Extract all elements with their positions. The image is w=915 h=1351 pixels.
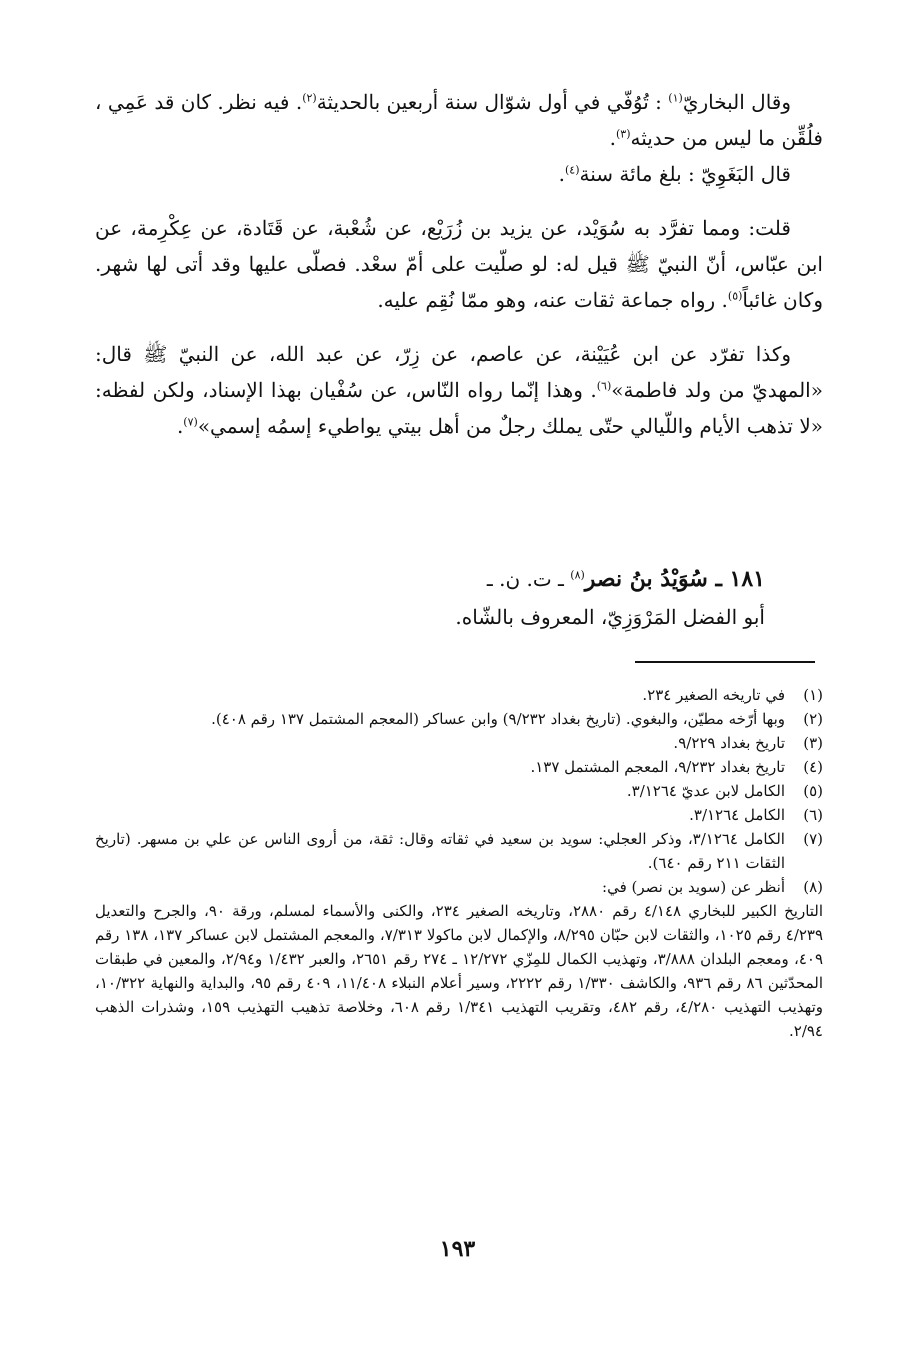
footnote-item	[95, 755, 823, 779]
text-span: قلت: ومما تفرَّد به سُوَيْد، عن يزيد بن زُرَيْع، عن شُعْبة، عن قَتَادة، عن عِكْرِمة، عن ابن عبّاس، أنّ النبيّ ﷺ قيل له: لو صلّيت على أمّ سعْد. فصلّى عليها وقد أتى لها شهر. وكان غائباً	[95, 216, 823, 312]
footnote-text: الكامل ٣/١٢٦٤، وذكر العجلي: سويد بن سعيد في ثقاته وقال: ثقة، من أروى الناس عن علي بن مسهر. (تاريخ الثقات ٢١١ رقم ٦٤٠).	[95, 830, 785, 872]
footnote-number: (٥)	[803, 782, 823, 800]
text-span: . رواه جماعة ثقات عنه، وهو ممّا نُقِم عليه.	[377, 288, 728, 312]
footnote-item	[95, 779, 823, 803]
paragraph-baghawi	[95, 156, 823, 192]
footnote-text: الكامل لابن عديّ ٣/١٢٦٤.	[626, 782, 785, 800]
text-span: .	[176, 414, 184, 438]
footnote-text: الكامل ٣/١٢٦٤.	[689, 806, 785, 824]
footnote-ref-3[interactable]: (٣)	[615, 127, 631, 141]
footnote-8-sources: التاريخ الكبير للبخاري ٤/١٤٨ رقم ٢٨٨٠، وتاريخه الصغير ٢٣٤، والكنى والأسماء لمسلم، ورقة ٩٠، والجرح والتعديل ٤/٢٣٩ رقم ١٠٢٥، والثقات لابن حبّان ٨/٢٩٥، والإكمال لابن ماكولا ٧/٣١٣، والمعجم المشتمل لابن عساكر ١٣٧، ١٣٨ رقم ٤٠٩، ومعجم البلدان ٣/٨٨٨، وتهذيب الكمال للمِزّي ١٢/٢٧٢ ـ ٢٧٤ رقم ٢٦٥١، والعبر ١/٤٣٢ و٢/٩٤، والمعين في طبقات المحدّثين ٨٦ رقم ٩٣٦، والكاشف ١/٣٣٠ رقم ٢٢٢٢، وسير أعلام النبلاء ١١/٤٠٨، ٤٠٩ رقم ٩٥، والبداية والنهاية ١٠/٣٢٢، وتهذيب التهذيب ٤/٢٨٠، رقم ٤٨٢، وتقريب التهذيب ١/٣٤١ رقم ٦٠٨، وخلاصة تذهيب التهذيب ١٥٩، وشذرات الذهب ٢/٩٤.	[95, 902, 824, 1040]
footnote-item	[95, 803, 823, 827]
footnote-item	[95, 875, 823, 899]
footnote-item	[95, 707, 823, 731]
main-body-text	[95, 84, 823, 444]
text-span: وقال البخاريّ	[682, 90, 792, 114]
footnote-text: تاريخ بغداد ٩/٢٢٩.	[673, 734, 785, 752]
text-span: . فيه نظر. كان قد عَمِي ، فلُقِّن ما ليس من حديثه	[95, 90, 823, 150]
text-span: وكذا تفرّد عن ابن عُيَيْنة، عن عاصم، عن زِرّ، عن عبد الله، عن النبيّ ﷺ قال: «المهديّ من ولد فاطمة»	[95, 342, 823, 402]
paragraph-gap	[95, 318, 823, 336]
footnote-text: أنظر عن (سويد بن نصر) في:	[602, 878, 785, 896]
footnote-ref-5[interactable]: (٥)	[727, 289, 743, 303]
footnote-number: (٧)	[803, 830, 823, 848]
paragraph-qultu	[95, 210, 823, 318]
paragraph-gap	[95, 192, 823, 210]
footnote-number: (٣)	[803, 734, 823, 752]
text-span: .	[609, 126, 616, 150]
entry-subtitle: أبو الفضل المَرْوَزِيّ، المعروف بالشّاه.	[455, 605, 765, 629]
text-span: قال البَغَوِيّ : بلغ مائة سنة	[579, 162, 791, 186]
footnote-ref-4[interactable]: (٤)	[565, 163, 580, 177]
paragraph-bukhari	[95, 84, 823, 156]
footnote-item	[95, 683, 823, 707]
footnote-divider	[635, 661, 815, 663]
footnote-ref-2[interactable]: (٢)	[302, 91, 317, 105]
entry-sigla: ـ ت. ن. ـ	[486, 567, 571, 591]
entry-heading	[125, 560, 765, 598]
entry-title: ١٨١ ـ سُوَيْدُ بنُ نصر	[584, 566, 765, 592]
footnotes-section	[95, 683, 823, 1043]
text-span: .	[558, 162, 565, 186]
paragraph-mahdi	[95, 336, 823, 444]
footnote-number: (٤)	[803, 758, 823, 776]
footnote-ref-1[interactable]: (١)	[668, 91, 683, 105]
footnote-number: (٦)	[803, 806, 823, 824]
biography-entry	[125, 560, 765, 636]
footnote-item	[95, 731, 823, 755]
footnote-text: تاريخ بغداد ٩/٢٣٢، المعجم المشتمل ١٣٧.	[530, 758, 785, 776]
footnote-number: (٨)	[803, 878, 823, 896]
footnote-ref-8[interactable]: (٨)	[570, 568, 585, 582]
footnote-number: (٢)	[803, 710, 823, 728]
footnote-ref-7[interactable]: (٧)	[183, 415, 198, 429]
footnote-item	[95, 827, 823, 875]
footnote-number: (١)	[803, 686, 823, 704]
text-span: : تُوُفّي في أول شوّال سنة أربعين بالحديثة	[316, 90, 669, 114]
footnote-text: وبها أرّخه مطيّن، والبغوي. (تاريخ بغداد ٩/٢٣٢) وابن عساكر (المعجم المشتمل ١٣٧ رقم ٤٠٨).	[211, 710, 785, 728]
footnote-text: في تاريخه الصغير ٢٣٤.	[642, 686, 785, 704]
page-number: ١٩٣	[439, 1236, 476, 1262]
footnote-ref-6[interactable]: (٦)	[596, 379, 612, 393]
text-span: . وهذا إنّما رواه النّاس، عن سُفْيان بهذا الإسناد، ولكن لفظه: «لا تذهب الأيام واللّيالي حتّى يملك رجلٌ من أهل بيتي يواطيء إسمُه إسمي»	[95, 378, 823, 438]
